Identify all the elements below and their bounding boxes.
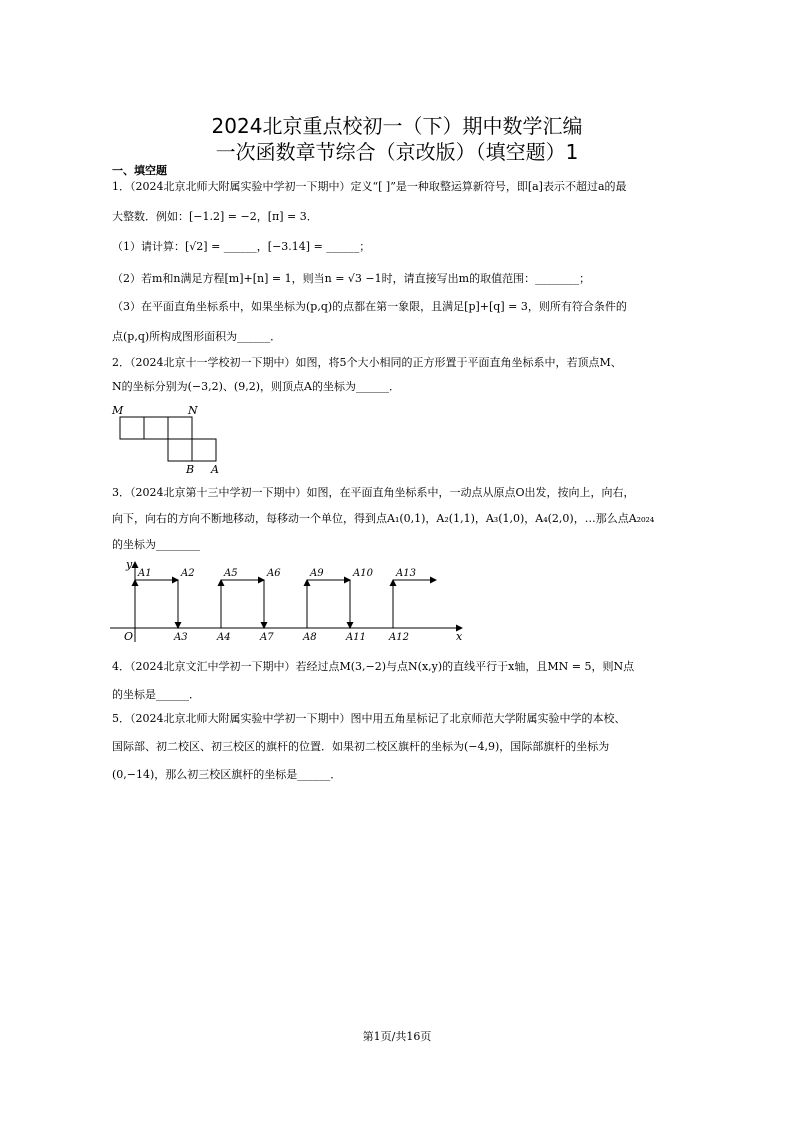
point-label-a10: A10 <box>353 568 373 579</box>
point-label-a6: A6 <box>267 568 281 579</box>
q3-path-figure <box>110 556 470 644</box>
q1-line5: （3）在平面直角坐标系中，如果坐标为(p,q)的点都在第一象限，且满足[p]+[q] = 3，则所有符合条件的 <box>112 300 627 313</box>
square-2 <box>144 417 168 439</box>
q4-line1: 4．（2024北京文汇中学初一下期中）若经过点M(3,−2)与点N(x,y)的直线平行于x轴，且MN = 5，则N点 <box>112 660 635 673</box>
point-label-a4: A4 <box>217 632 231 643</box>
q3-line3: 的坐标为________ <box>112 538 200 551</box>
q2-line1: 2．（2024北京十一学校初一下期中）如图，将5个大小相同的正方形置于平面直角坐标系中，若顶点M、 <box>112 356 622 369</box>
q5-line1: 5．（2024北京北师大附属实验中学初一下期中）图中用五角星标记了北京师范大学附属实验中学的本校、 <box>112 712 626 725</box>
square-5 <box>192 439 216 461</box>
q3-line1: 3．（2024北京第十三中学初一下期中）如图，在平面直角坐标系中，一动点从原点O出发，按向上，向右， <box>112 486 635 499</box>
q1-line6: 点(p,q)所构成图形面积为______． <box>112 330 282 343</box>
point-label-a2: A2 <box>181 568 195 579</box>
q1-line4: （2）若m和n满足方程[m]+[n] = 1，则当n = √3 −1时，请直接写出m的取值范围：________； <box>112 272 591 285</box>
point-label-a12: A12 <box>389 632 409 643</box>
q1-line3: （1）请计算：[√2] = ______，[−3.14] = ______； <box>112 240 371 253</box>
label-M: M <box>112 404 124 417</box>
section-heading: 一、填空题 <box>112 164 167 177</box>
label-N: N <box>188 404 198 417</box>
point-label-a3: A3 <box>174 632 188 643</box>
label-B: B <box>186 463 195 476</box>
q1-line1: 1．（2024北京北师大附属实验中学初一下期中）定义“[ ]”是一种取整运算新符号，即[a]表示不超过a的最 <box>112 180 627 193</box>
q5-line3: (0,−14)，那么初三校区旗杆的坐标是______． <box>112 768 342 781</box>
page-footer: 第1页/共16页 <box>362 1030 432 1043</box>
point-label-a7: A7 <box>260 632 274 643</box>
y-axis-label: y <box>126 558 133 571</box>
point-label-a13: A13 <box>396 568 416 579</box>
q2-line2: N的坐标分别为(−3,2)、(9,2)，则顶点A的坐标为______． <box>112 380 400 393</box>
q5-line2: 国际部、初二校区、初三校区的旗杆的位置．如果初二校区旗杆的坐标为(−4,9)，国际部旗杆的坐标为 <box>112 740 610 753</box>
point-label-a8: A8 <box>303 632 317 643</box>
origin-label: O <box>124 630 134 643</box>
x-axis-label: x <box>456 630 463 643</box>
point-label-a1: A1 <box>138 568 152 579</box>
square-1 <box>120 417 144 439</box>
q4-line2: 的坐标是______． <box>112 688 200 701</box>
point-label-a9: A9 <box>310 568 324 579</box>
point-label-a11: A11 <box>346 632 366 643</box>
q3-line2: 向下，向右的方向不断地移动，每移动一个单位，得到点A₁(0,1)，A₂(1,1)，A₃(1,0)，A₄(2,0)，…那么点A₂₀₂₄ <box>112 512 655 525</box>
q2-squares-figure <box>108 400 228 478</box>
doc-title-line2: 一次函数章节综合（京改版）（填空题）1 <box>215 140 579 164</box>
label-A: A <box>211 463 219 476</box>
point-label-a5: A5 <box>224 568 238 579</box>
q1-line2: 大整数．例如：[−1.2] = −2，[π] = 3． <box>112 210 318 223</box>
square-3 <box>168 417 192 439</box>
doc-title-line1: 2024北京重点校初一（下）期中数学汇编 <box>211 114 583 138</box>
square-4 <box>168 439 192 461</box>
